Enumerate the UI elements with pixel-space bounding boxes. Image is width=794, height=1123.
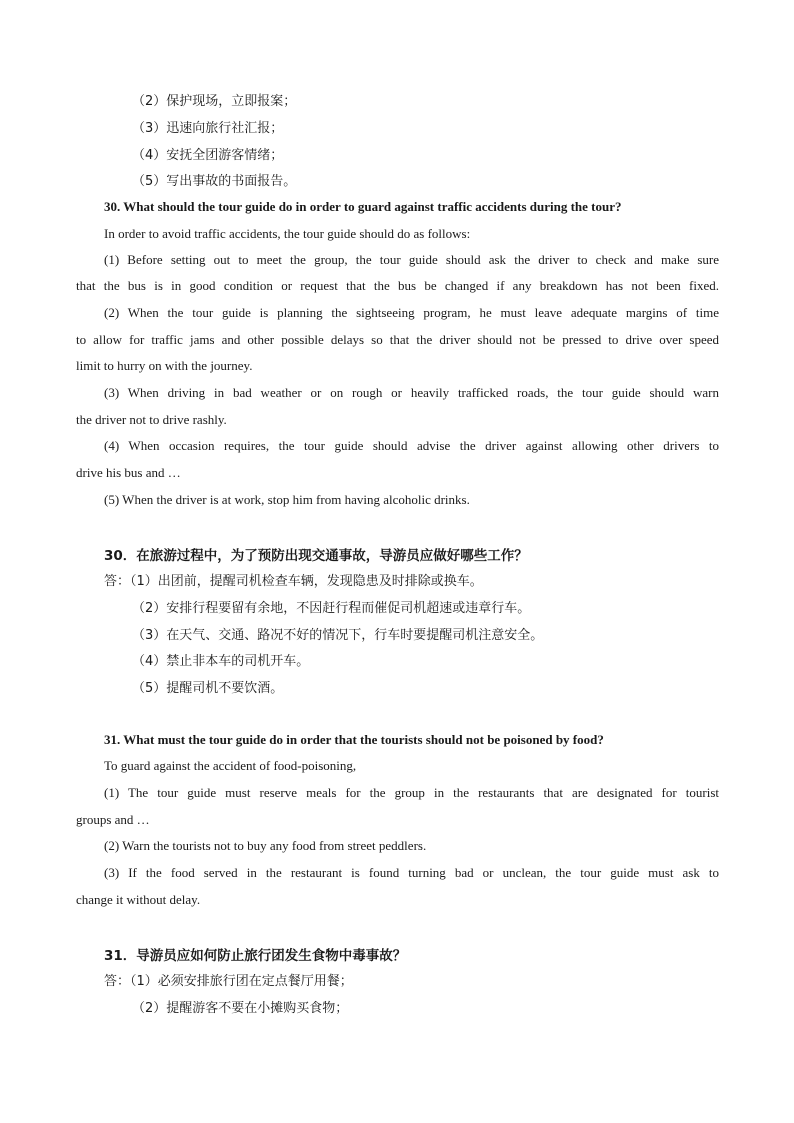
- paragraph-line: that the bus is in good condition or request that the bus be changed if any breakdown has not been fixed.: [76, 278, 719, 293]
- list-item: （4）安抚全团游客情绪；: [132, 148, 284, 163]
- list-item: （2）保护现场，立即报案；: [132, 94, 297, 109]
- paragraph-line: (2) When the tour guide is planning the sightseeing program, he must leave adequate margins of time: [104, 305, 719, 320]
- paragraph-line: change it without delay.: [76, 892, 201, 907]
- paragraph-line: (2) Warn the tourists not to buy any food from street peddlers.: [104, 838, 427, 853]
- list-item: （5）写出事故的书面报告。: [132, 174, 297, 189]
- answer-line: （3）在天气、交通、路况不好的情况下，行车时要提醒司机注意安全。: [132, 628, 544, 643]
- paragraph-line: (4) When occasion requires, the tour guide should advise the driver against allowing other drivers to: [104, 438, 719, 453]
- paragraph-line: (1) The tour guide must reserve meals for the group in the restaurants that are designated for tourist: [104, 785, 719, 800]
- question-heading-31-en: 31. What must the tour guide do in order that the tourists should not be poisoned by food?: [104, 732, 604, 747]
- paragraph-line: (1) Before setting out to meet the group, the tour guide should ask the driver to check and make sure: [104, 252, 719, 267]
- paragraph-line: the driver not to drive rashly.: [76, 412, 227, 427]
- paragraph-line: drive his bus and …: [76, 465, 181, 480]
- question-heading-30-en: 30. What should the tour guide do in order to guard against traffic accidents during the tour?: [104, 199, 622, 214]
- list-item: （3）迅速向旅行社汇报；: [132, 121, 284, 136]
- question-heading-31-cn: 31．导游员应如何防止旅行团发生食物中毒事故？: [104, 948, 407, 964]
- paragraph-line: to allow for traffic jams and other possible delays so that the driver should not be pressed to drive over speed: [76, 332, 719, 347]
- paragraph-line: groups and …: [76, 812, 150, 827]
- question-heading-30-cn: 30．在旅游过程中，为了预防出现交通事故，导游员应做好哪些工作？: [104, 548, 528, 564]
- answer-line: 答：（1）必须安排旅行团在定点餐厅用餐；: [104, 974, 353, 989]
- answer-line: 答：（1）出团前，提醒司机检查车辆，发现隐患及时排除或换车。: [104, 574, 483, 589]
- answer-line: （5）提醒司机不要饮酒。: [132, 681, 284, 696]
- paragraph-line: (3) When driving in bad weather or on rough or heavily trafficked roads, the tour guide should warn: [104, 385, 719, 400]
- paragraph-line: (3) If the food served in the restaurant is found turning bad or unclean, the tour guide must ask to: [104, 865, 719, 880]
- answer-line: （2）提醒游客不要在小摊购买食物；: [132, 1001, 349, 1016]
- paragraph-line: (5) When the driver is at work, stop him from having alcoholic drinks.: [104, 492, 470, 507]
- intro-text: In order to avoid traffic accidents, the tour guide should do as follows:: [104, 226, 471, 241]
- answer-line: （2）安排行程要留有余地，不因赶行程而催促司机超速或违章行车。: [132, 601, 531, 616]
- paragraph-line: limit to hurry on with the journey.: [76, 358, 253, 373]
- answer-line: （4）禁止非本车的司机开车。: [132, 654, 310, 669]
- intro-text: To guard against the accident of food-poisoning,: [104, 758, 357, 773]
